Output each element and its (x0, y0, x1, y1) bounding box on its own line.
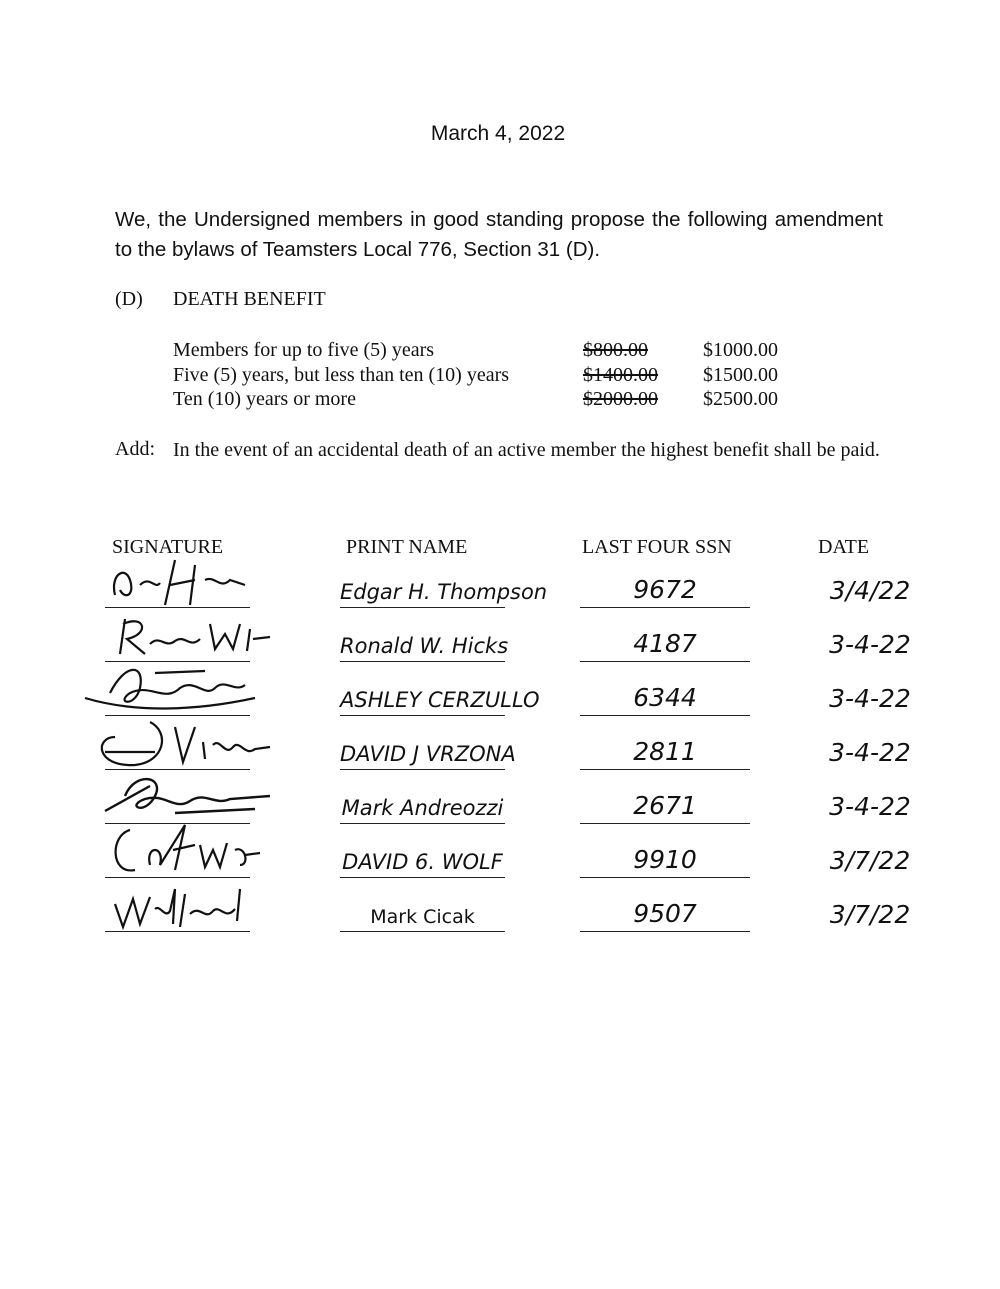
header-print-name: PRINT NAME (346, 536, 468, 558)
print-name-cell (340, 665, 540, 716)
benefit-new-amount: $2500.00 (703, 388, 778, 410)
ssn-last-four: 9910 (633, 845, 697, 874)
benefit-description: Members for up to five (5) years (173, 339, 435, 361)
ssn-cell (580, 611, 750, 662)
date-cell (810, 720, 930, 770)
add-label: Add: (115, 438, 155, 460)
ssn-cell (580, 719, 750, 770)
date-cell (810, 666, 930, 716)
section-letter: (D) (115, 288, 143, 310)
print-name-cell (340, 611, 509, 662)
signed-date: 3/7/22 (829, 900, 911, 929)
benefit-row (173, 388, 813, 412)
header-last-four-ssn: LAST FOUR SSN (582, 536, 732, 558)
ssn-last-four: 2811 (633, 737, 697, 766)
signed-date: 3-4-22 (829, 684, 911, 713)
print-name: DAVID 6. WOLF (342, 850, 503, 874)
ssn-cell (580, 557, 750, 608)
ssn-cell (580, 665, 750, 716)
ssn-last-four: 4187 (633, 629, 697, 658)
ssn-cell (580, 773, 750, 824)
benefit-description: Ten (10) years or more (173, 388, 356, 410)
print-name-cell (340, 557, 548, 608)
print-name-cell (340, 827, 505, 878)
ssn-last-four: 2671 (633, 791, 697, 820)
print-name: Ronald W. Hicks (340, 634, 509, 658)
signed-date: 3-4-22 (829, 738, 911, 767)
print-name: Edgar H. Thompson (340, 580, 548, 604)
benefit-old-amount: $2000.00 (583, 388, 658, 410)
header-date: DATE (818, 536, 870, 558)
benefit-row (173, 339, 813, 363)
benefit-description: Five (5) years, but less than ten (10) years (173, 364, 510, 386)
ssn-last-four: 6344 (633, 683, 697, 712)
intro-paragraph: We, the Undersigned members in good standing propose the following amendment to the bylaws of Teamsters Local 776, Section 31 (D). (115, 208, 883, 261)
benefit-row (173, 364, 813, 388)
print-name: Mark Andreozzi (341, 796, 504, 820)
handwritten-signature (55, 859, 275, 939)
signature-row (0, 878, 1000, 932)
ssn-cell (580, 881, 750, 932)
print-name-cell (340, 881, 505, 932)
date-cell (810, 558, 930, 608)
section-title: DEATH BENEFIT (173, 288, 326, 310)
document-date: March 4, 2022 (430, 122, 566, 145)
add-text: In the event of an accidental death of an active member the highest benefit shall be paid. (173, 439, 880, 461)
signature-cell (105, 881, 250, 932)
ssn-last-four: 9507 (633, 899, 697, 928)
signed-date: 3/4/22 (829, 576, 911, 605)
print-name-cell (340, 773, 505, 824)
date-cell (810, 828, 930, 878)
benefit-new-amount: $1000.00 (703, 339, 778, 361)
date-cell (810, 882, 930, 932)
signed-date: 3-4-22 (829, 630, 911, 659)
ssn-cell (580, 827, 750, 878)
date-cell (810, 612, 930, 662)
print-name: ASHLEY CERZULLO (340, 688, 540, 712)
print-name: DAVID J VRZONA (340, 742, 516, 766)
benefit-new-amount: $1500.00 (703, 364, 778, 386)
benefit-old-amount: $800.00 (583, 339, 648, 361)
ssn-last-four: 9672 (633, 575, 697, 604)
print-name: Mark Cicak (370, 906, 475, 928)
signed-date: 3/7/22 (829, 846, 911, 875)
date-cell (810, 774, 930, 824)
signed-date: 3-4-22 (829, 792, 911, 821)
benefit-old-amount: $1400.00 (583, 364, 658, 386)
print-name-cell (340, 719, 516, 770)
header-signature: SIGNATURE (112, 536, 224, 558)
